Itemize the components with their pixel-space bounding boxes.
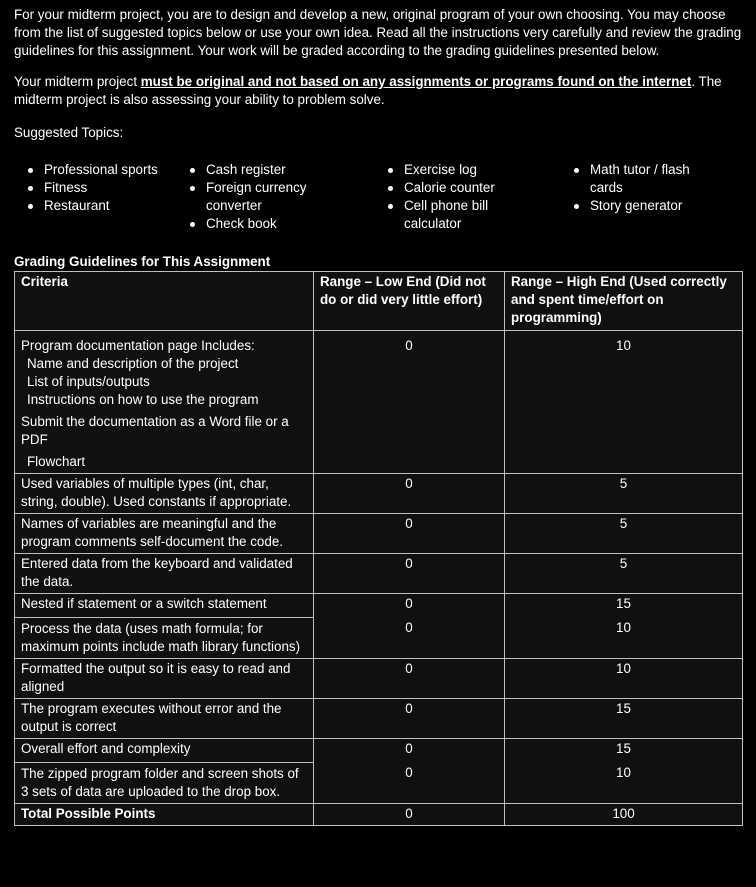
topic-item: Cash register bbox=[190, 161, 340, 179]
criteria-text: The zipped program folder and screen shots of 3 sets of data are uploaded to the drop box. bbox=[21, 766, 299, 799]
total-low-value: 0 bbox=[314, 804, 505, 826]
low-range-value: 0 bbox=[405, 741, 413, 756]
topic-item: Cell phone bill calculator bbox=[388, 197, 528, 233]
criteria-cell: Entered data from the keyboard and validated the data. bbox=[15, 554, 314, 594]
high-range-value: 10 bbox=[505, 331, 743, 474]
high-range-value: 10 bbox=[505, 659, 743, 699]
table-header-row bbox=[15, 272, 743, 331]
table-row bbox=[15, 514, 743, 554]
documentation-submit: Submit the documentation as a Word file or a PDF bbox=[21, 414, 289, 447]
criteria-cell: Names of variables are meaningful and the program comments self-document the code. bbox=[15, 514, 314, 554]
topic-item: Story generator bbox=[574, 197, 714, 215]
intro-paragraph: For your midterm project, you are to design and develop a new, original program of your own choosing. You may choose from the list of suggested topics below or use your own idea. Read all the instructions very carefully and review the grading guidelines for this assignment. Your work will be graded according to the grading guidelines presented below. bbox=[14, 7, 742, 58]
criteria-cell bbox=[15, 739, 314, 804]
total-high-value: 100 bbox=[505, 804, 743, 826]
grading-title: Grading Guidelines for This Assignment bbox=[14, 254, 271, 269]
grading-table bbox=[14, 271, 743, 826]
criteria-cell: The program executes without error and the output is correct bbox=[15, 699, 314, 739]
high-range-value: 15 bbox=[616, 741, 631, 756]
criteria-header: Criteria bbox=[15, 272, 314, 331]
high-range-header: Range – High End (Used correctly and spent time/effort on programming) bbox=[505, 272, 743, 331]
table-row bbox=[15, 699, 743, 739]
table-row bbox=[15, 594, 743, 659]
originality-tail: . The midterm project is also assessing your ability to problem solve. bbox=[14, 74, 722, 107]
documentation-item: Name and description of the project bbox=[27, 356, 239, 371]
documentation-flowchart: Flowchart bbox=[27, 454, 86, 469]
low-range-value: 0 bbox=[314, 659, 505, 699]
topic-item: Check book bbox=[190, 215, 340, 233]
table-row bbox=[15, 331, 743, 474]
topics-column-4 bbox=[574, 161, 714, 215]
criteria-cell: Used variables of multiple types (int, char, string, double). Used constants if appropriate. bbox=[15, 474, 314, 514]
topics-title: Suggested Topics: bbox=[14, 125, 124, 140]
total-label: Total Possible Points bbox=[15, 804, 314, 826]
criteria-cell: Formatted the output so it is easy to read and aligned bbox=[15, 659, 314, 699]
high-range-value: 5 bbox=[505, 514, 743, 554]
table-row bbox=[15, 739, 743, 804]
low-range-header: Range – Low End (Did not do or did very little effort) bbox=[314, 272, 505, 331]
criteria-cell bbox=[15, 594, 314, 659]
high-range-cell bbox=[505, 594, 743, 659]
low-range-value: 0 bbox=[405, 620, 413, 635]
criteria-text: Overall effort and complexity bbox=[15, 740, 313, 763]
low-range-value: 0 bbox=[314, 514, 505, 554]
low-range-cell bbox=[314, 594, 505, 659]
topic-item: Restaurant bbox=[28, 197, 178, 215]
topics-column-1 bbox=[28, 161, 178, 215]
low-range-value: 0 bbox=[314, 331, 505, 474]
low-range-value: 0 bbox=[405, 765, 413, 780]
table-row bbox=[15, 554, 743, 594]
high-range-value: 10 bbox=[616, 620, 631, 635]
low-range-value: 0 bbox=[405, 596, 413, 611]
table-row bbox=[15, 659, 743, 699]
documentation-criteria bbox=[15, 331, 314, 474]
topic-item: Math tutor / flash cards bbox=[574, 161, 714, 197]
topic-item: Fitness bbox=[28, 179, 178, 197]
high-range-value: 5 bbox=[505, 474, 743, 514]
topic-item: Foreign currency converter bbox=[190, 179, 340, 215]
topics-column-2 bbox=[190, 161, 340, 233]
low-range-value: 0 bbox=[314, 554, 505, 594]
originality-lead: Your midterm project bbox=[14, 74, 141, 89]
topic-item: Professional sports bbox=[28, 161, 178, 179]
high-range-value: 15 bbox=[616, 596, 631, 611]
table-row bbox=[15, 474, 743, 514]
high-range-value: 15 bbox=[505, 699, 743, 739]
high-range-cell bbox=[505, 739, 743, 804]
criteria-text: Nested if statement or a switch statement bbox=[15, 595, 313, 618]
topic-item: Calorie counter bbox=[388, 179, 528, 197]
documentation-item: Instructions on how to use the program bbox=[27, 392, 259, 407]
high-range-value: 5 bbox=[505, 554, 743, 594]
low-range-cell bbox=[314, 739, 505, 804]
low-range-value: 0 bbox=[314, 474, 505, 514]
low-range-value: 0 bbox=[314, 699, 505, 739]
criteria-text: Process the data (uses math formula; for maximum points include math library functions) bbox=[21, 621, 301, 654]
topic-item: Exercise log bbox=[388, 161, 528, 179]
documentation-heading: Program documentation page Includes: bbox=[21, 338, 255, 353]
documentation-item: List of inputs/outputs bbox=[27, 374, 150, 389]
originality-paragraph bbox=[14, 73, 742, 109]
topics-list bbox=[14, 161, 742, 251]
originality-emphasis: must be original and not based on any assignments or programs found on the internet bbox=[140, 74, 692, 89]
total-row bbox=[15, 804, 743, 826]
high-range-value: 10 bbox=[616, 765, 631, 780]
topics-column-3 bbox=[388, 161, 528, 233]
